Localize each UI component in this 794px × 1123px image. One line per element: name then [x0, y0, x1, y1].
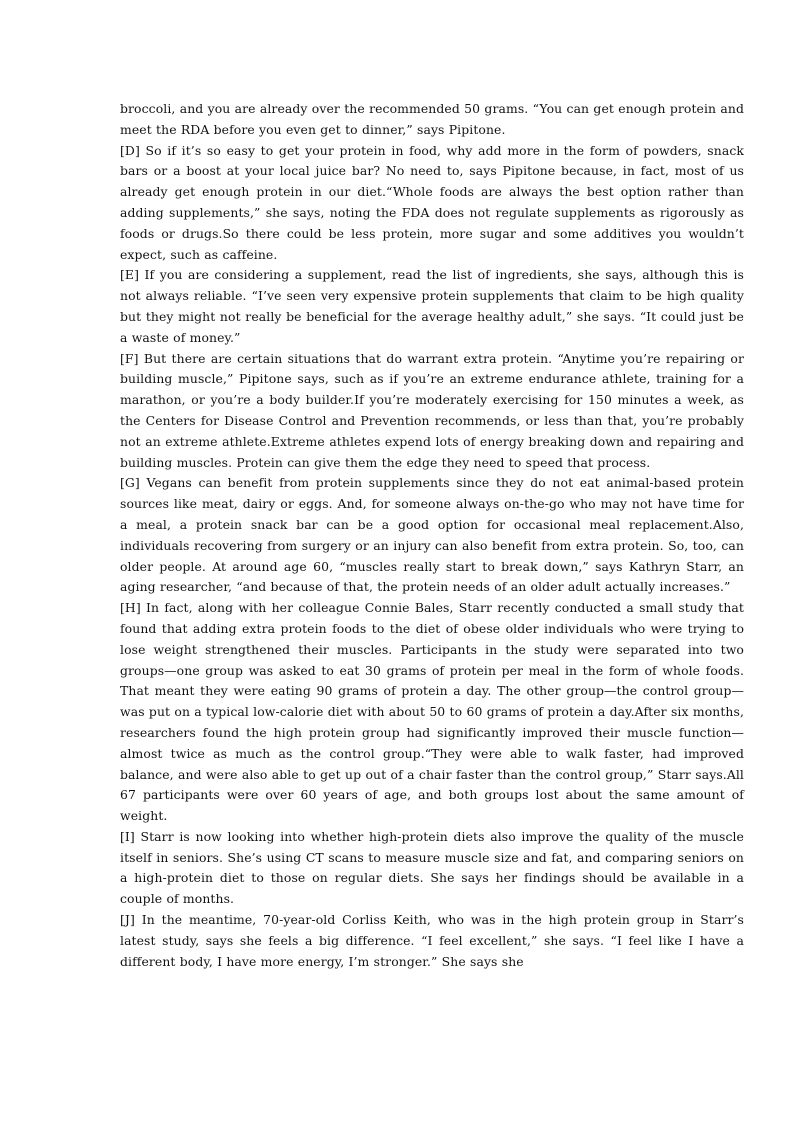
paragraph-i: [I] Starr is now looking into whether high-protein diets also improve the quality of the muscle itself in seniors. She’s using CT scans to measure muscle size and fat, and comparing seniors on a high-protein diet to those on regular diets. She says her findings should be available in a couple of months.	[120, 828, 744, 907]
paragraph-h: [H] In fact, along with her colleague Connie Bales, Starr recently conducted a small study that found that adding extra protein foods to the diet of obese older individuals who were trying to lose weight strengthened their muscles. Participants in the study were separated into two groups—one group was asked to eat 30 grams of protein per meal in the form of whole foods. That meant they were eating 90 grams of protein a day. The other group—the control group—was put on a typical low-calorie diet with about 50 to 60 grams of protein a day.After six months, researchers found the high protein group had significantly improved their muscle function—almost twice as much as the control group.“They were able to walk faster, had improved balance, and were also able to get up out of a chair faster than the control group,” Starr says.All 67 participants were over 60 years of age, and both groups lost about the same amount of weight.	[120, 600, 744, 824]
paragraph-continuation: broccoli, and you are already over the recommended 50 grams. “You can get enough protein and meet the RDA before you even get to dinner,” says Pipitone.	[120, 101, 744, 137]
paragraph-j: [J] In the meantime, 70-year-old Corliss Keith, who was in the high protein group in Starr’s latest study, says she feels a big difference. “I feel excellent,” she says. “I feel like I have a different body, I have more energy, I’m stronger.” She says she	[120, 912, 744, 969]
paragraph-d: [D] So if it’s so easy to get your protein in food, why add more in the form of powders, snack bars or a boost at your local juice bar? No need to, says Pipitone because, in fact, most of us already get enough protein in our diet.“Whole foods are always the best option rather than adding supplements,” she says, noting the FDA does not regulate supplements as rigorously as foods or drugs.So there could be less protein, more sugar and some additives you wouldn’t expect, such as caffeine.	[120, 142, 744, 262]
paragraph-g: [G] Vegans can benefit from protein supplements since they do not eat animal-based protein sources like meat, dairy or eggs. And, for someone always on-the-go who may not have time for a meal, a protein snack bar can be a good option for occasional meal replacement.Also, individuals recovering from surgery or an injury can also benefit from extra protein. So, too, can older people. At around age 60, “muscles really start to break down,” says Kathryn Starr, an aging researcher, “and because of that, the protein needs of an older adult actually increases.”	[120, 475, 744, 595]
document-page	[120, 99, 744, 972]
paragraph-f: [F] But there are certain situations that do warrant extra protein. “Anytime you’re repairing or building muscle,” Pipitone says, such as if you’re an extreme endurance athlete, training for a marathon, or you’re a body builder.If you’re moderately exercising for 150 minutes a week, as the Centers for Disease Control and Prevention recommends, or less than that, you’re probably not an extreme athlete.Extreme athletes expend lots of energy breaking down and repairing and building muscles. Protein can give them the edge they need to speed that process.	[120, 350, 744, 470]
paragraph-e: [E] If you are considering a supplement, read the list of ingredients, she says, although this is not always reliable. “I’ve seen very expensive protein supplements that claim to be high quality but they might not really be beneficial for the average healthy adult,” she says. “It could just be a waste of money.”	[120, 267, 744, 345]
